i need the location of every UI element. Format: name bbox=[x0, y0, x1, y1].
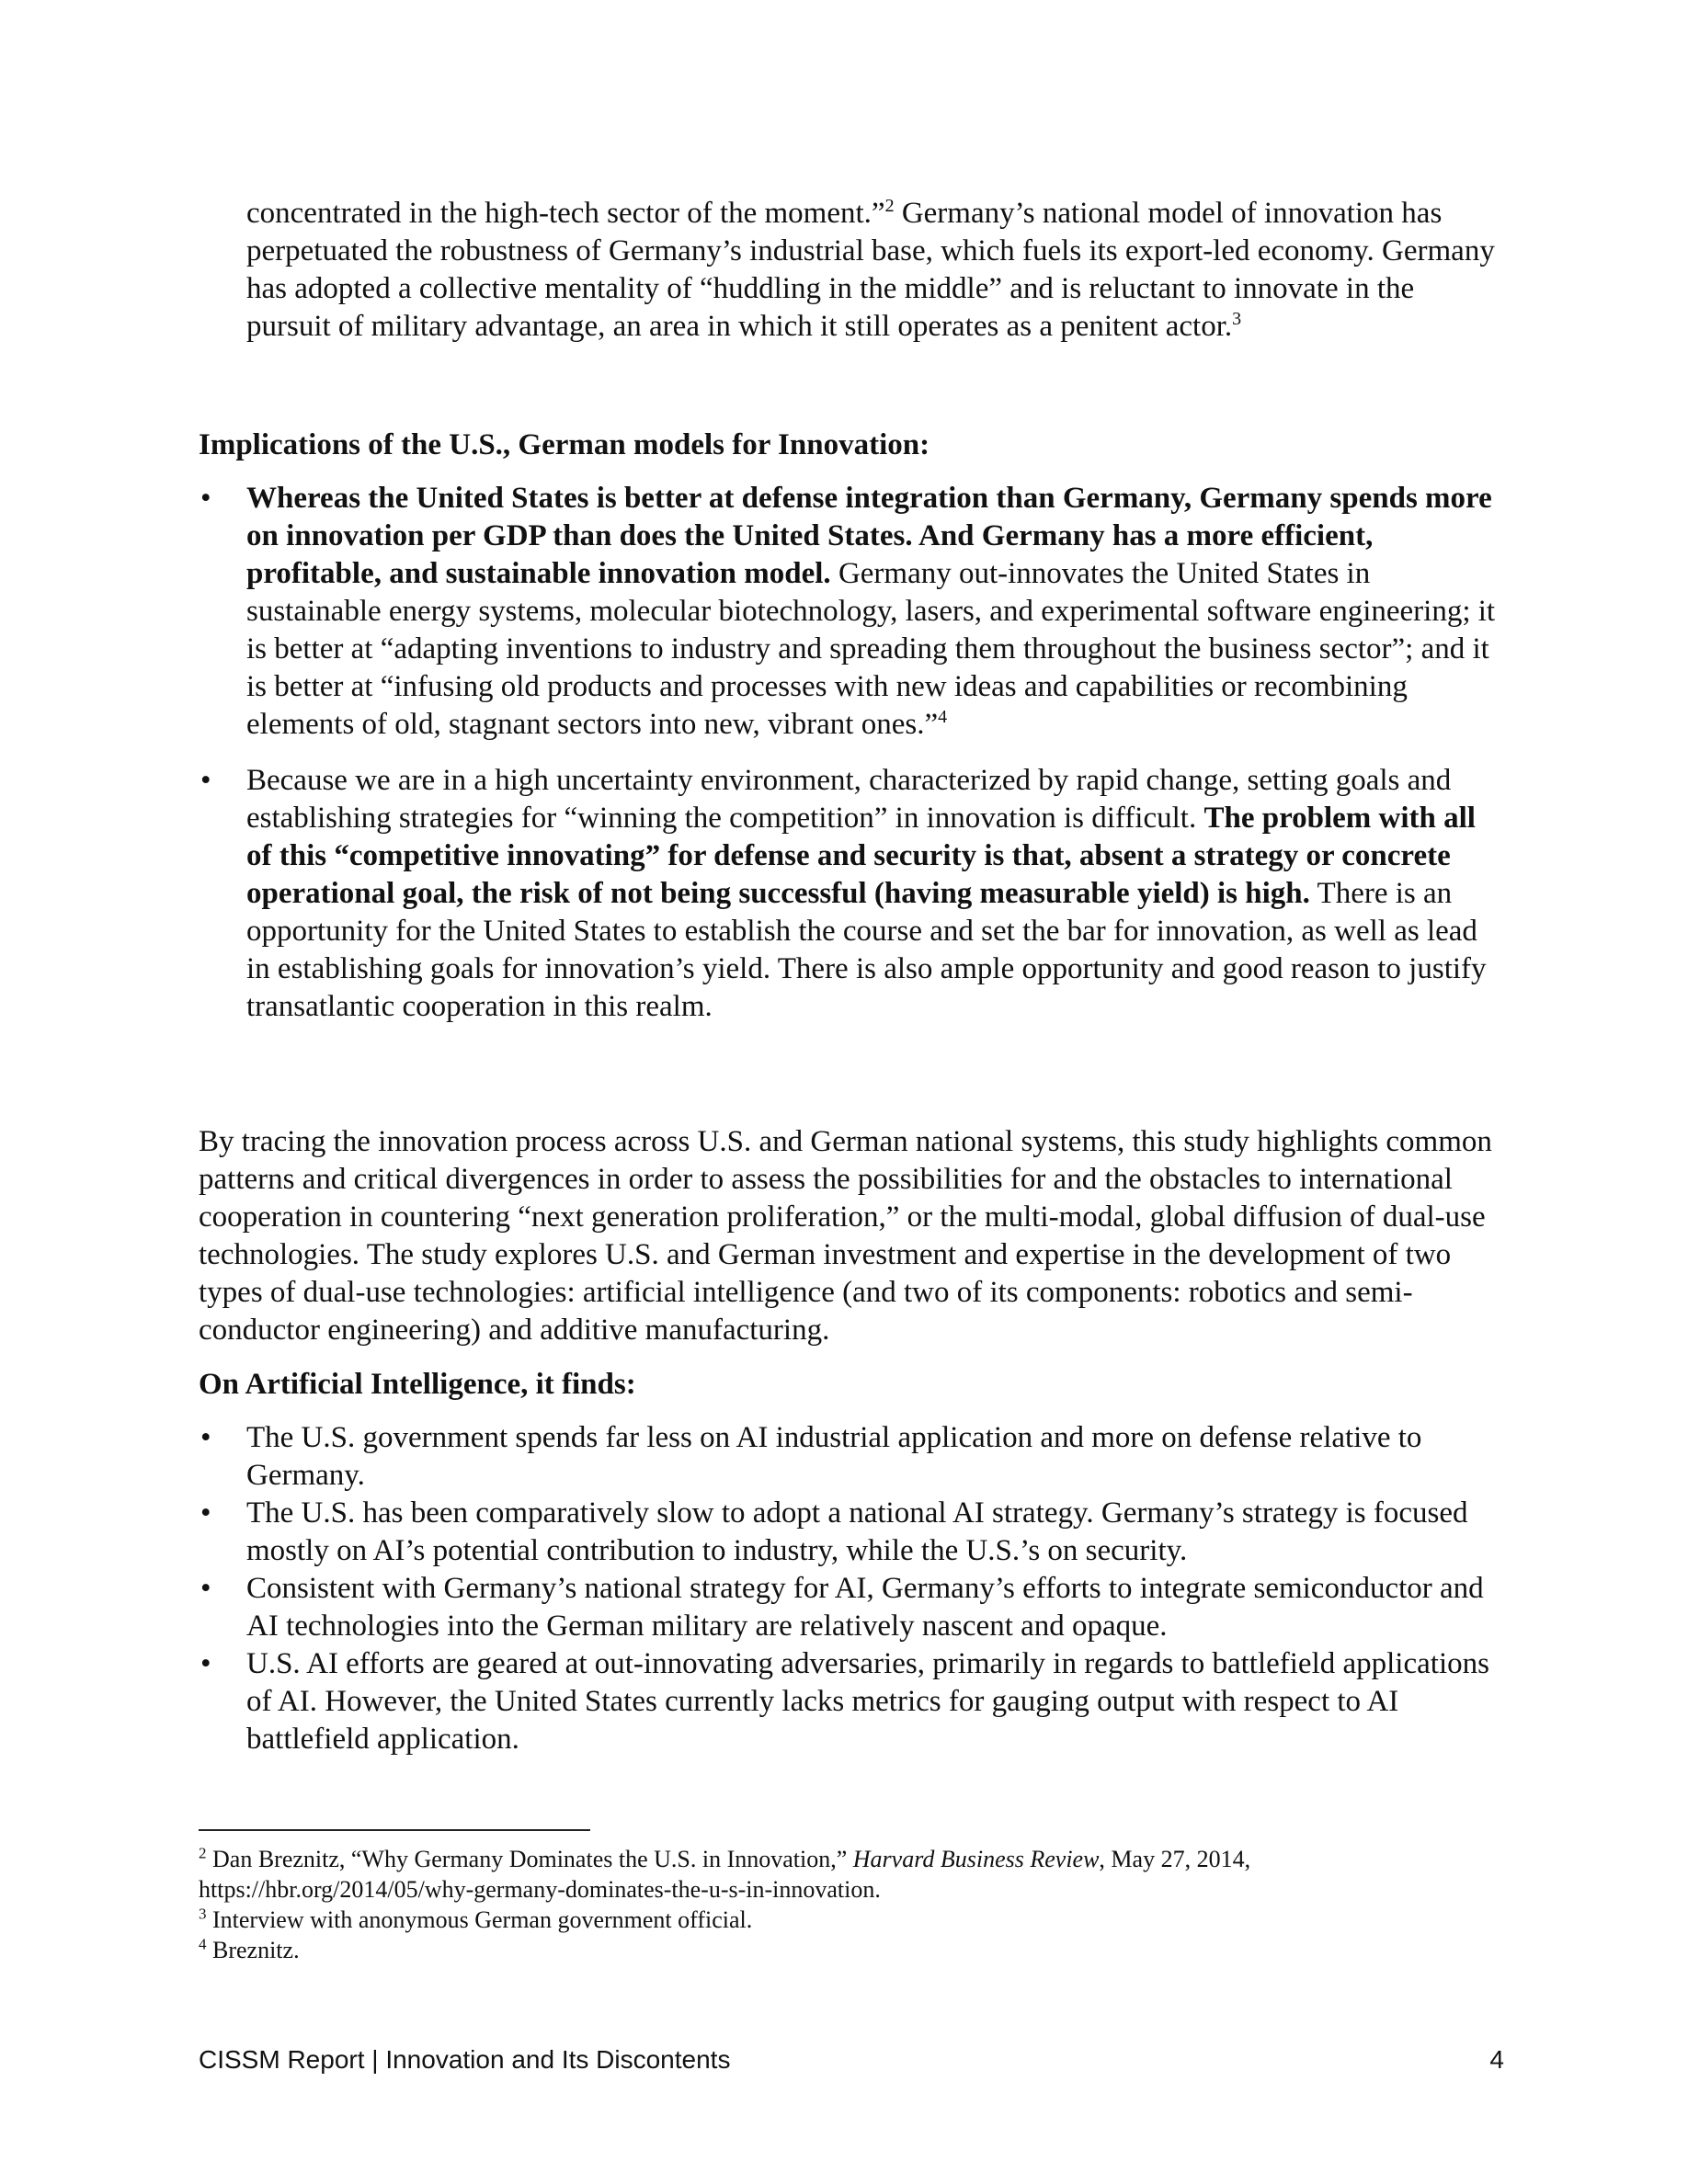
item-text: Germany out-innovates the United States in sustainable energy systems, molecular biotechnology, lasers, and experimental software engineering; it is better at “adapting inventions to industry and spreading them throughout the business sector”; and it is better at “infusing old products and processes with new ideas and capabilities or recombining elements of old, stagnant sectors into new, vibrant ones.” bbox=[246, 557, 1496, 741]
footnote-2 bbox=[199, 1844, 1504, 1905]
footnote-ref-3[interactable]: 3 bbox=[1232, 309, 1242, 329]
list-item bbox=[199, 1419, 1504, 1495]
footnote-text: Interview with anonymous German government official. bbox=[206, 1906, 753, 1933]
heading-implications: Implications of the U.S., German models for Innovation: bbox=[199, 428, 930, 461]
footnote-3 bbox=[199, 1905, 1504, 1935]
list-item bbox=[199, 480, 1504, 744]
bullet-icon: • bbox=[200, 1572, 211, 1605]
list-item bbox=[199, 762, 1504, 1026]
study-paragraph: By tracing the innovation process across U.S. and German national systems, this study highlights common patterns and critical divergences in order to assess the possibilities for and the obstacles to international cooperation in countering “next generation proliferation,” or the multi-modal, global diffusion of dual-use technologies. The study explores U.S. and German investment and expertise in the development of two types of dual-use technologies: artificial intelligence (and two of its components: robotics and semi-conductor engineering) and additive manufacturing. bbox=[199, 1125, 1492, 1347]
bold-text: Whereas the United States is better at defense integration than Germany, Germany spends more on innovation per GDP than does the United States. And Germany has a more efficient, profitable, and sustainable innovation model. bbox=[246, 482, 1492, 590]
footnote-4 bbox=[199, 1935, 1504, 1965]
item-text: There is an opportunity for the United States to establish the course and set the bar for innovation, as well as lead in establishing goals for innovation’s yield. There is also ample opportunity and good reason to justify transatlantic cooperation in this realm. bbox=[246, 877, 1487, 1023]
bold-text: The problem with all of this “competitive innovating” for defense and security is that, absent a strategy or concrete operational goal, the risk of not being successful (having measurable yield) is high. bbox=[246, 802, 1476, 910]
intro-paragraph bbox=[246, 195, 1497, 346]
footnote-ref-2[interactable]: 2 bbox=[884, 196, 895, 216]
footer-title: CISSM Report | Innovation and Its Discontents bbox=[199, 2045, 731, 2074]
footnote-text: Dan Breznitz, “Why Germany Dominates the U.S. in Innovation,” bbox=[206, 1846, 853, 1872]
bullet-icon: • bbox=[200, 1647, 211, 1680]
intro-text-1: concentrated in the high-tech sector of the moment.” bbox=[246, 197, 885, 230]
item-text: The U.S. government spends far less on AI industrial application and more on defense relative to Germany. bbox=[246, 1421, 1422, 1492]
footnote-number: 3 bbox=[199, 1905, 207, 1923]
bullet-icon: • bbox=[200, 764, 211, 797]
footnote-text: Breznitz. bbox=[206, 1937, 300, 1963]
intro-text-2: Germany’s national model of innovation has perpetuated the robustness of Germany’s industrial base, which fuels its export-led economy. Germany has adopted a collective mentality of “huddling in the middle” and is reluctant to innovate in the pursuit of military advantage, an area in which it still operates as a penitent actor. bbox=[246, 197, 1495, 343]
item-text: Consistent with Germany’s national strategy for AI, Germany’s efforts to integrate semiconductor and AI technologies into the German military are relatively nascent and opaque. bbox=[246, 1572, 1484, 1643]
item-text: The U.S. has been comparatively slow to adopt a national AI strategy. Germany’s strategy is focused mostly on AI’s potential contribution to industry, while the U.S.’s on security. bbox=[246, 1496, 1468, 1567]
footnote-number: 4 bbox=[199, 1935, 207, 1953]
bullet-icon: • bbox=[200, 482, 211, 515]
item-text: Because we are in a high uncertainty environment, characterized by rapid change, setting goals and establishing strategies for “winning the competition” in innovation is difficult. bbox=[246, 764, 1452, 835]
list-item bbox=[199, 1570, 1504, 1645]
list-item bbox=[199, 1645, 1504, 1758]
item-text: U.S. AI efforts are geared at out-innovating adversaries, primarily in regards to battlefield applications of AI. However, the United States currently lacks metrics for gauging output with respect to AI battlefield application. bbox=[246, 1647, 1489, 1756]
heading-ai-findings: On Artificial Intelligence, it finds: bbox=[199, 1368, 636, 1401]
list-item bbox=[199, 1495, 1504, 1570]
footnote-link[interactable]: , May 27, 2014, https://hbr.org/2014/05/why-germany-dominates-the-u-s-in-innovation. bbox=[199, 1846, 1251, 1903]
page-number: 4 bbox=[1489, 2045, 1504, 2074]
footnote-divider bbox=[199, 1829, 590, 1831]
footnote-number: 2 bbox=[199, 1844, 207, 1862]
ai-findings-list bbox=[199, 1419, 1504, 1758]
implications-list bbox=[199, 480, 1504, 1026]
bullet-icon: • bbox=[200, 1421, 211, 1454]
footnote-journal: Harvard Business Review bbox=[852, 1846, 1100, 1872]
bullet-icon: • bbox=[200, 1496, 211, 1530]
footnote-ref-4[interactable]: 4 bbox=[938, 707, 948, 727]
